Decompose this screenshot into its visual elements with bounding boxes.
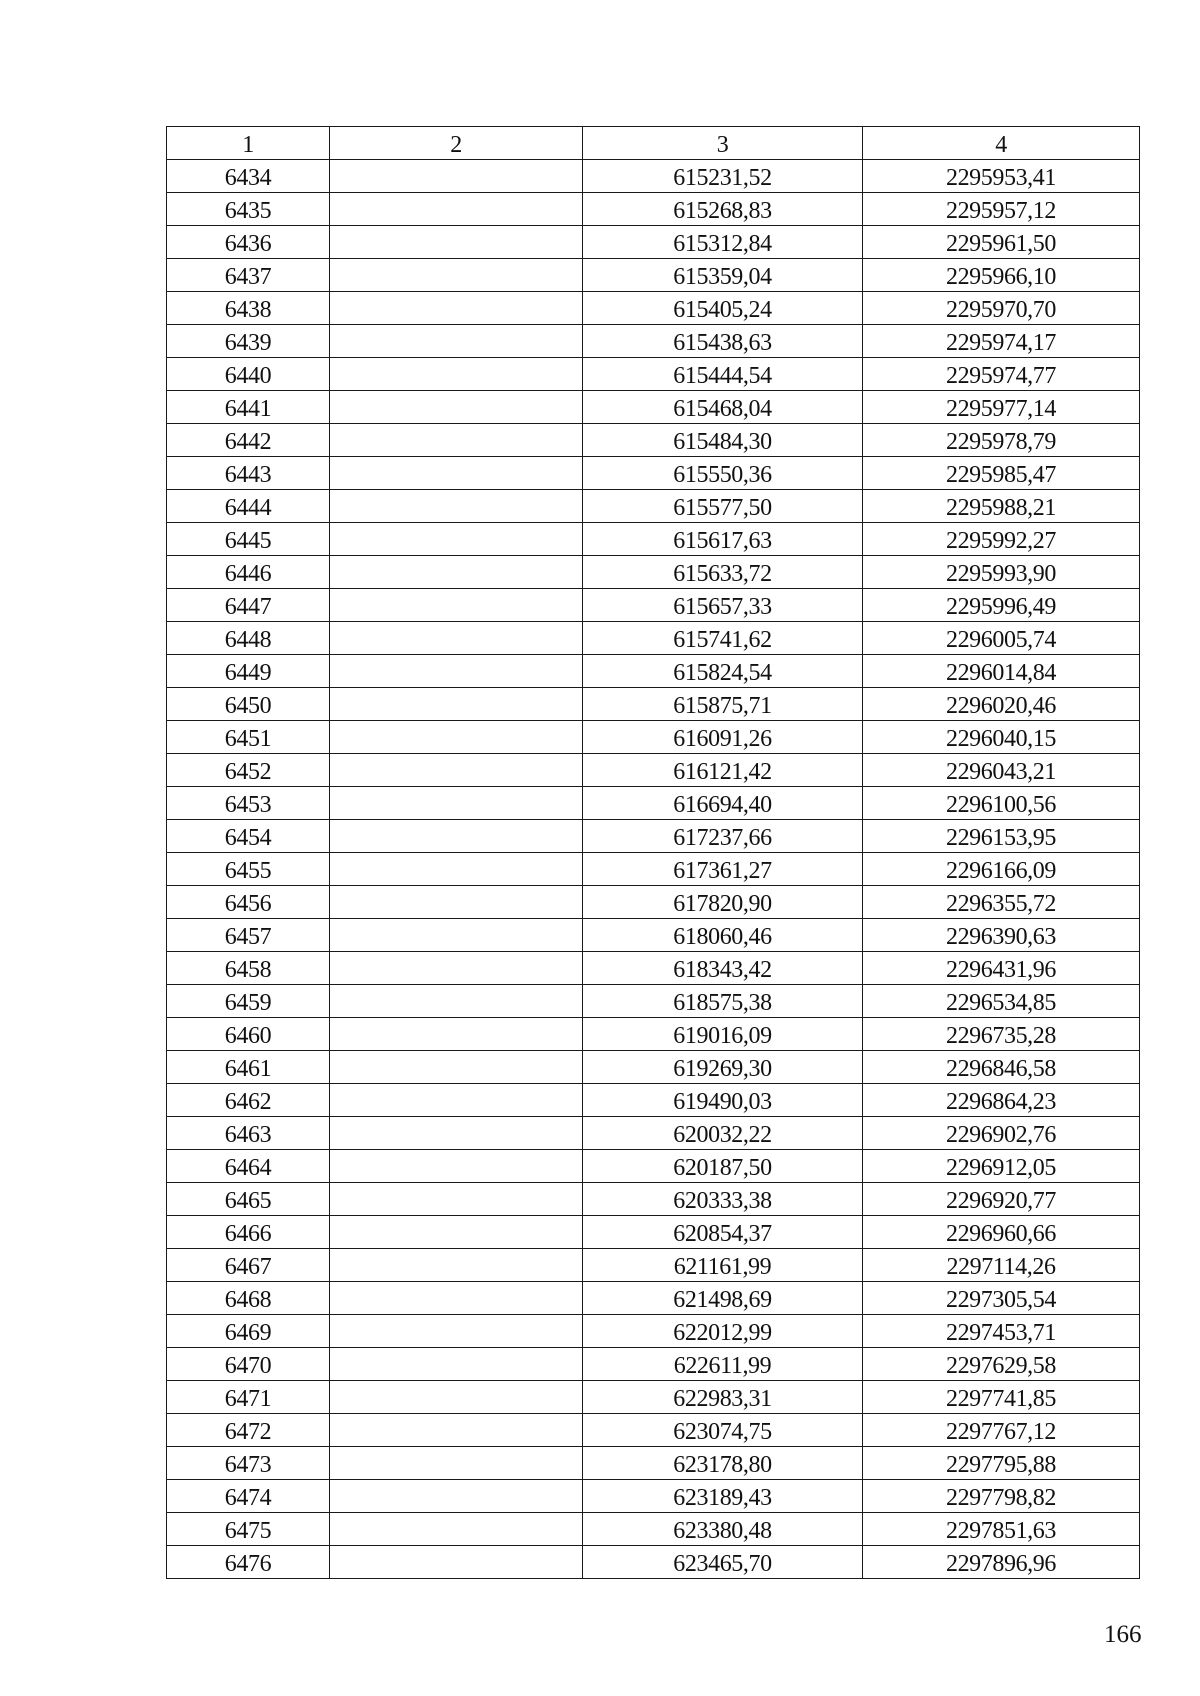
header-cell-col1: 1 (167, 127, 330, 160)
x-coordinate-cell: 623074,75 (583, 1414, 863, 1447)
empty-cell (330, 1216, 583, 1249)
x-coordinate-cell: 615657,33 (583, 589, 863, 622)
point-number-cell: 6471 (167, 1381, 330, 1414)
point-number-cell: 6474 (167, 1480, 330, 1513)
point-number-cell: 6443 (167, 457, 330, 490)
y-coordinate-cell: 2296355,72 (863, 886, 1140, 919)
empty-cell (330, 391, 583, 424)
point-number-cell: 6447 (167, 589, 330, 622)
y-coordinate-cell: 2296431,96 (863, 952, 1140, 985)
y-coordinate-cell: 2295974,77 (863, 358, 1140, 391)
y-coordinate-cell: 2295985,47 (863, 457, 1140, 490)
point-number-cell: 6446 (167, 556, 330, 589)
y-coordinate-cell: 2296043,21 (863, 754, 1140, 787)
table-row (167, 292, 1140, 325)
point-number-cell: 6435 (167, 193, 330, 226)
point-number-cell: 6455 (167, 853, 330, 886)
y-coordinate-cell: 2295993,90 (863, 556, 1140, 589)
table-row (167, 952, 1140, 985)
empty-cell (330, 325, 583, 358)
empty-cell (330, 1414, 583, 1447)
x-coordinate-cell: 616121,42 (583, 754, 863, 787)
point-number-cell: 6462 (167, 1084, 330, 1117)
point-number-cell: 6445 (167, 523, 330, 556)
x-coordinate-cell: 620187,50 (583, 1150, 863, 1183)
table-row (167, 424, 1140, 457)
x-coordinate-cell: 615468,04 (583, 391, 863, 424)
empty-cell (330, 226, 583, 259)
point-number-cell: 6467 (167, 1249, 330, 1282)
table-row (167, 787, 1140, 820)
x-coordinate-cell: 615741,62 (583, 622, 863, 655)
y-coordinate-cell: 2295977,14 (863, 391, 1140, 424)
x-coordinate-cell: 615312,84 (583, 226, 863, 259)
x-coordinate-cell: 620333,38 (583, 1183, 863, 1216)
table-row (167, 820, 1140, 853)
point-number-cell: 6450 (167, 688, 330, 721)
empty-cell (330, 1480, 583, 1513)
empty-cell (330, 820, 583, 853)
point-number-cell: 6441 (167, 391, 330, 424)
x-coordinate-cell: 615438,63 (583, 325, 863, 358)
x-coordinate-cell: 622983,31 (583, 1381, 863, 1414)
table-row (167, 1546, 1140, 1579)
x-coordinate-cell: 615577,50 (583, 490, 863, 523)
y-coordinate-cell: 2297114,26 (863, 1249, 1140, 1282)
point-number-cell: 6440 (167, 358, 330, 391)
table-row (167, 259, 1140, 292)
y-coordinate-cell: 2297305,54 (863, 1282, 1140, 1315)
table-row (167, 457, 1140, 490)
x-coordinate-cell: 621161,99 (583, 1249, 863, 1282)
point-number-cell: 6473 (167, 1447, 330, 1480)
table-row (167, 853, 1140, 886)
empty-cell (330, 193, 583, 226)
x-coordinate-cell: 615633,72 (583, 556, 863, 589)
x-coordinate-cell: 615550,36 (583, 457, 863, 490)
table-row (167, 1414, 1140, 1447)
table-row (167, 1150, 1140, 1183)
table-row (167, 325, 1140, 358)
empty-cell (330, 259, 583, 292)
table-row (167, 1381, 1140, 1414)
empty-cell (330, 688, 583, 721)
table-row (167, 1480, 1140, 1513)
point-number-cell: 6452 (167, 754, 330, 787)
point-number-cell: 6476 (167, 1546, 330, 1579)
empty-cell (330, 424, 583, 457)
point-number-cell: 6448 (167, 622, 330, 655)
x-coordinate-cell: 615444,54 (583, 358, 863, 391)
point-number-cell: 6437 (167, 259, 330, 292)
x-coordinate-cell: 619269,30 (583, 1051, 863, 1084)
empty-cell (330, 1513, 583, 1546)
table-row (167, 391, 1140, 424)
table-row (167, 1216, 1140, 1249)
x-coordinate-cell: 619016,09 (583, 1018, 863, 1051)
y-coordinate-cell: 2296100,56 (863, 787, 1140, 820)
x-coordinate-cell: 615875,71 (583, 688, 863, 721)
empty-cell (330, 1018, 583, 1051)
y-coordinate-cell: 2296846,58 (863, 1051, 1140, 1084)
x-coordinate-cell: 617820,90 (583, 886, 863, 919)
y-coordinate-cell: 2296166,09 (863, 853, 1140, 886)
table-row (167, 919, 1140, 952)
point-number-cell: 6460 (167, 1018, 330, 1051)
point-number-cell: 6456 (167, 886, 330, 919)
header-cell-col4: 4 (863, 127, 1140, 160)
x-coordinate-cell: 617361,27 (583, 853, 863, 886)
table-row (167, 589, 1140, 622)
y-coordinate-cell: 2296735,28 (863, 1018, 1140, 1051)
y-coordinate-cell: 2295988,21 (863, 490, 1140, 523)
point-number-cell: 6449 (167, 655, 330, 688)
y-coordinate-cell: 2297629,58 (863, 1348, 1140, 1381)
empty-cell (330, 853, 583, 886)
table-row (167, 1018, 1140, 1051)
point-number-cell: 6451 (167, 721, 330, 754)
x-coordinate-cell: 615484,30 (583, 424, 863, 457)
point-number-cell: 6439 (167, 325, 330, 358)
table-row (167, 655, 1140, 688)
empty-cell (330, 985, 583, 1018)
y-coordinate-cell: 2295961,50 (863, 226, 1140, 259)
table-row (167, 490, 1140, 523)
empty-cell (330, 622, 583, 655)
table-header-row (167, 127, 1140, 160)
table-row (167, 1051, 1140, 1084)
empty-cell (330, 1150, 583, 1183)
x-coordinate-cell: 623465,70 (583, 1546, 863, 1579)
x-coordinate-cell: 615824,54 (583, 655, 863, 688)
y-coordinate-cell: 2296040,15 (863, 721, 1140, 754)
table-row (167, 1249, 1140, 1282)
table-row (167, 226, 1140, 259)
y-coordinate-cell: 2295974,17 (863, 325, 1140, 358)
empty-cell (330, 1315, 583, 1348)
point-number-cell: 6475 (167, 1513, 330, 1546)
x-coordinate-cell: 621498,69 (583, 1282, 863, 1315)
x-coordinate-cell: 619490,03 (583, 1084, 863, 1117)
point-number-cell: 6458 (167, 952, 330, 985)
y-coordinate-cell: 2297896,96 (863, 1546, 1140, 1579)
point-number-cell: 6470 (167, 1348, 330, 1381)
x-coordinate-cell: 618575,38 (583, 985, 863, 1018)
point-number-cell: 6461 (167, 1051, 330, 1084)
table-row (167, 1447, 1140, 1480)
y-coordinate-cell: 2296390,63 (863, 919, 1140, 952)
y-coordinate-cell: 2296014,84 (863, 655, 1140, 688)
header-cell-col2: 2 (330, 127, 583, 160)
x-coordinate-cell: 620032,22 (583, 1117, 863, 1150)
x-coordinate-cell: 615405,24 (583, 292, 863, 325)
table-row (167, 1513, 1140, 1546)
y-coordinate-cell: 2297798,82 (863, 1480, 1140, 1513)
point-number-cell: 6434 (167, 160, 330, 193)
x-coordinate-cell: 618343,42 (583, 952, 863, 985)
y-coordinate-cell: 2296960,66 (863, 1216, 1140, 1249)
empty-cell (330, 556, 583, 589)
table-row (167, 193, 1140, 226)
empty-cell (330, 754, 583, 787)
coordinates-table-body (167, 127, 1140, 1579)
x-coordinate-cell: 622012,99 (583, 1315, 863, 1348)
point-number-cell: 6472 (167, 1414, 330, 1447)
empty-cell (330, 1084, 583, 1117)
table-row (167, 1315, 1140, 1348)
empty-cell (330, 1447, 583, 1480)
y-coordinate-cell: 2296005,74 (863, 622, 1140, 655)
empty-cell (330, 1381, 583, 1414)
x-coordinate-cell: 616694,40 (583, 787, 863, 820)
y-coordinate-cell: 2297741,85 (863, 1381, 1140, 1414)
point-number-cell: 6438 (167, 292, 330, 325)
y-coordinate-cell: 2295992,27 (863, 523, 1140, 556)
empty-cell (330, 787, 583, 820)
empty-cell (330, 1051, 583, 1084)
table-row (167, 754, 1140, 787)
x-coordinate-cell: 615268,83 (583, 193, 863, 226)
empty-cell (330, 490, 583, 523)
coordinates-table (166, 126, 1140, 1579)
x-coordinate-cell: 615617,63 (583, 523, 863, 556)
y-coordinate-cell: 2296153,95 (863, 820, 1140, 853)
table-row (167, 985, 1140, 1018)
y-coordinate-cell: 2297851,63 (863, 1513, 1140, 1546)
table-row (167, 721, 1140, 754)
table-row (167, 688, 1140, 721)
x-coordinate-cell: 620854,37 (583, 1216, 863, 1249)
point-number-cell: 6469 (167, 1315, 330, 1348)
empty-cell (330, 292, 583, 325)
header-cell-col3: 3 (583, 127, 863, 160)
y-coordinate-cell: 2296534,85 (863, 985, 1140, 1018)
y-coordinate-cell: 2295966,10 (863, 259, 1140, 292)
empty-cell (330, 1546, 583, 1579)
empty-cell (330, 919, 583, 952)
empty-cell (330, 1249, 583, 1282)
y-coordinate-cell: 2297453,71 (863, 1315, 1140, 1348)
y-coordinate-cell: 2296920,77 (863, 1183, 1140, 1216)
point-number-cell: 6464 (167, 1150, 330, 1183)
x-coordinate-cell: 616091,26 (583, 721, 863, 754)
point-number-cell: 6466 (167, 1216, 330, 1249)
empty-cell (330, 886, 583, 919)
point-number-cell: 6436 (167, 226, 330, 259)
x-coordinate-cell: 623189,43 (583, 1480, 863, 1513)
point-number-cell: 6457 (167, 919, 330, 952)
page-number: 166 (1104, 1621, 1142, 1648)
point-number-cell: 6459 (167, 985, 330, 1018)
table-row (167, 1117, 1140, 1150)
y-coordinate-cell: 2296020,46 (863, 688, 1140, 721)
empty-cell (330, 523, 583, 556)
empty-cell (330, 1282, 583, 1315)
empty-cell (330, 1183, 583, 1216)
y-coordinate-cell: 2295996,49 (863, 589, 1140, 622)
table-row (167, 1084, 1140, 1117)
y-coordinate-cell: 2295953,41 (863, 160, 1140, 193)
y-coordinate-cell: 2296864,23 (863, 1084, 1140, 1117)
point-number-cell: 6444 (167, 490, 330, 523)
y-coordinate-cell: 2296902,76 (863, 1117, 1140, 1150)
y-coordinate-cell: 2296912,05 (863, 1150, 1140, 1183)
x-coordinate-cell: 618060,46 (583, 919, 863, 952)
table-row (167, 523, 1140, 556)
table-row (167, 622, 1140, 655)
table-row (167, 556, 1140, 589)
x-coordinate-cell: 623178,80 (583, 1447, 863, 1480)
point-number-cell: 6454 (167, 820, 330, 853)
y-coordinate-cell: 2295978,79 (863, 424, 1140, 457)
table-row (167, 1348, 1140, 1381)
empty-cell (330, 457, 583, 490)
x-coordinate-cell: 623380,48 (583, 1513, 863, 1546)
table-row (167, 1183, 1140, 1216)
point-number-cell: 6468 (167, 1282, 330, 1315)
empty-cell (330, 1348, 583, 1381)
point-number-cell: 6453 (167, 787, 330, 820)
point-number-cell: 6465 (167, 1183, 330, 1216)
table-row (167, 358, 1140, 391)
empty-cell (330, 655, 583, 688)
empty-cell (330, 358, 583, 391)
table-row (167, 1282, 1140, 1315)
x-coordinate-cell: 617237,66 (583, 820, 863, 853)
table-row (167, 160, 1140, 193)
empty-cell (330, 160, 583, 193)
y-coordinate-cell: 2295957,12 (863, 193, 1140, 226)
x-coordinate-cell: 615359,04 (583, 259, 863, 292)
y-coordinate-cell: 2297767,12 (863, 1414, 1140, 1447)
empty-cell (330, 721, 583, 754)
point-number-cell: 6463 (167, 1117, 330, 1150)
table-row (167, 886, 1140, 919)
x-coordinate-cell: 622611,99 (583, 1348, 863, 1381)
x-coordinate-cell: 615231,52 (583, 160, 863, 193)
y-coordinate-cell: 2295970,70 (863, 292, 1140, 325)
empty-cell (330, 1117, 583, 1150)
empty-cell (330, 952, 583, 985)
empty-cell (330, 589, 583, 622)
y-coordinate-cell: 2297795,88 (863, 1447, 1140, 1480)
point-number-cell: 6442 (167, 424, 330, 457)
